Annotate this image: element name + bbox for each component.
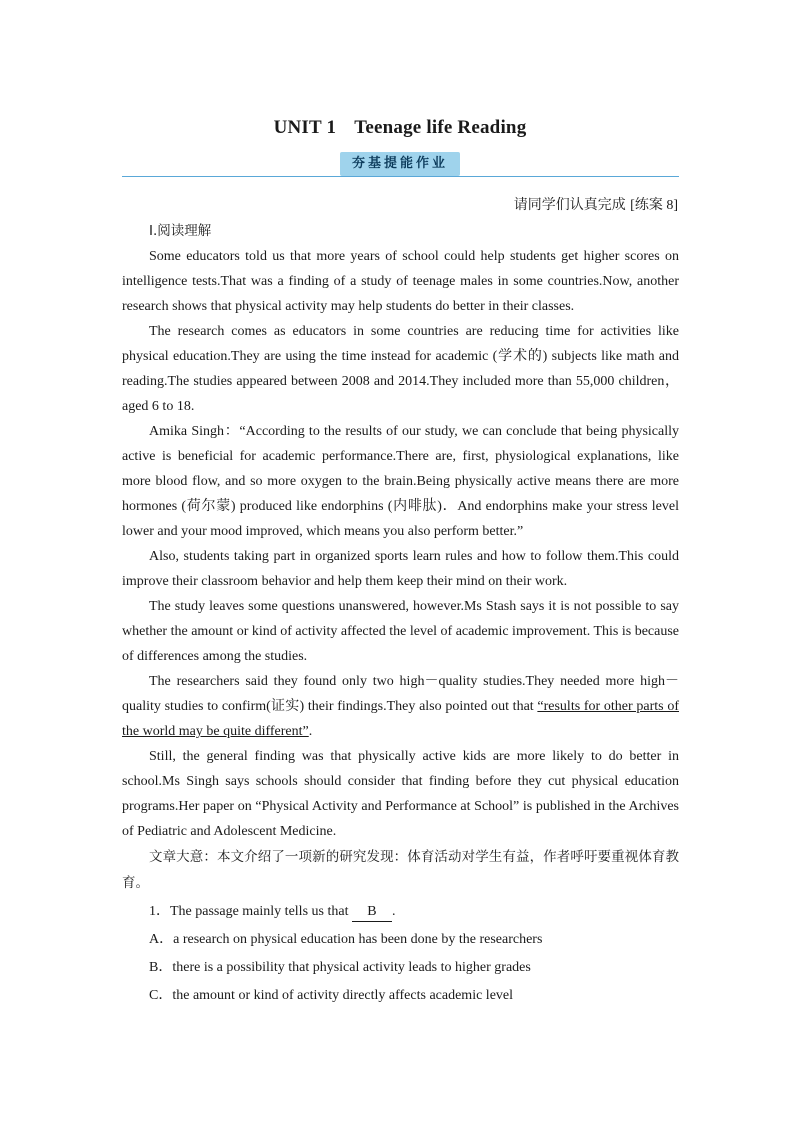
question-text: The passage mainly tells us that [170,904,352,919]
page-title [0,117,800,139]
paragraph: The study leaves some questions unanswered, however.Ms Stash says it is not possible to say whether the amount or kind of activity affected the level of academic improvement. This is because of differences among the studies. [122,599,679,664]
section-heading: Ⅰ.阅读理解 [149,223,212,239]
option-letter: A． [149,932,174,947]
paragraph: Amika Singh：“According to the results of our study, we can conclude that being physically active is beneficial for academic performance.There are, first, physiological explanations, like more blood flow, and so more oxygen to the brain.Being physically active means there are more hormones (荷尔蒙) produced like endorphins (内啡肽)．And endorphins make your stress level lower and your mood improved, which means you also perform better.” [122,424,679,539]
option-text: the amount or kind of activity directly affects academic level [172,988,514,1003]
option-letter: B． [149,960,173,975]
option-letter: C． [149,988,173,1003]
unit-label: UNIT 1 [273,117,337,138]
option-text: a research on physical education has been done by the researchers [173,932,543,947]
paragraph: Also, students taking part in organized sports learn rules and how to follow them.This could improve their classroom behavior and help them keep their mind on their work. [122,549,679,589]
paragraph: Still, the general finding was that physically active kids are more likely to do better in school.Ms Singh says schools should consider that finding before they cut physical education programs.Her paper on “Physical Activity and Performance at School” is published in the Archives of Pediatric and Adolescent Medicine. [122,749,679,839]
question-number: 1． [149,904,170,919]
option-b [122,954,679,982]
option-c [122,982,679,1010]
answer-blank: B [352,903,392,922]
banner-divider [122,176,679,177]
option-a [122,926,679,954]
underlined-quote: “results for other parts of the world may be quite different” [122,699,679,739]
note-code: [练案 8] [630,198,678,213]
para-text-before: The researchers said they found only two high－quality studies.They needed more high－quality studies to confirm(证实) their findings.They also pointed out that [122,674,679,714]
topic-label: Teenage life Reading [354,117,527,138]
paragraph-underlined [122,669,679,744]
question-stem: 1．The passage mainly tells us that B . [122,898,679,926]
option-text: there is a possibility that physical activity leads to higher grades [172,960,531,975]
reading-content [122,218,679,1010]
instruction-note [514,194,678,214]
article-summary: 文章大意：本文介绍了一项新的研究发现：体育活动对学生有益，作者呼吁要重视体育教育。 [122,849,679,891]
paragraph: Some educators told us that more years of school could help students get higher scores on intelligence tests.That was a finding of a study of teenage males in some countries.Now, another research shows that physical activity may help students do better in their classes. [122,249,679,314]
para-text-after: . [308,724,313,739]
section-banner: 夯基提能作业 [340,152,460,176]
paragraph: The research comes as educators in some countries are reducing time for activities like physical education.They are using the time instead for academic (学术的) subjects like math and reading.The studies appeared between 2008 and 2014.They included more than 55,000 children，aged 6 to 18. [122,324,679,414]
note-text: 请同学们认真完成 [513,197,626,213]
